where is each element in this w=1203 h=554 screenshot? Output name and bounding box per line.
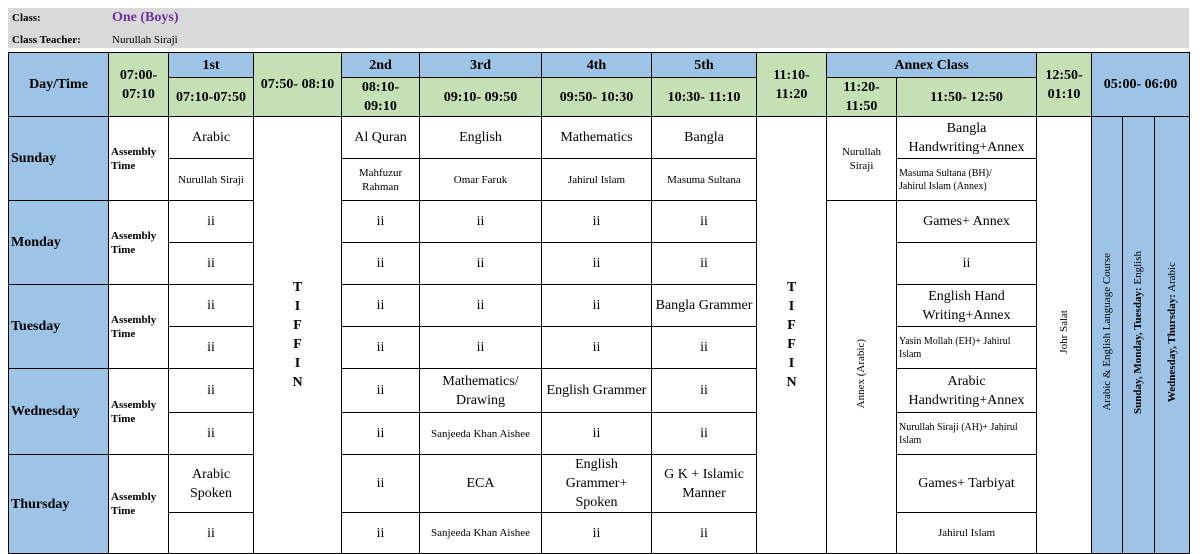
teacher-cell: Sanjeeda Khan Aishee [420,513,542,554]
teacher-cell: Masuma Sultana (BH)/ Jahirul Islam (Annex) [897,159,1037,201]
subject-cell: Bangla [652,117,757,159]
day-monday: Monday [9,201,109,285]
day-tuesday: Tuesday [9,285,109,369]
teacher-cell: Nurullah Siraji [827,117,897,201]
period-2-header: 2nd [342,53,420,78]
ditto-cell: ii [169,413,254,455]
assembly-time: Assembly Time [109,285,169,369]
assembly-time: Assembly Time [109,117,169,201]
ditto-cell: ii [542,413,652,455]
ditto-cell: ii [420,201,542,243]
ditto-cell: ii [542,285,652,327]
english-schedule-label [1129,251,1148,414]
period-1-time: 07:10-07:50 [169,78,254,117]
annex-2-time: 11:50- 12:50 [897,78,1037,117]
subject-cell: Al Quran [342,117,420,159]
class-label: Class: [12,12,41,24]
tiffin-2-time-header: 11:10- 11:20 [757,53,827,117]
subject-cell: English [420,117,542,159]
period-1-header: 1st [169,53,254,78]
class-value: One (Boys) [112,10,179,25]
ditto-cell: ii [542,513,652,554]
subject-cell: Bangla Handwriting+Annex [897,117,1037,159]
day-sunday: Sunday [9,117,109,201]
ditto-cell: ii [652,369,757,413]
subject-cell: Mathematics [542,117,652,159]
period-3-header: 3rd [420,53,542,78]
subject-cell: Mathematics/ Drawing [420,369,542,413]
ditto-cell: ii [169,369,254,413]
ditto-cell: ii [169,285,254,327]
teacher-cell: Masuma Sultana [652,159,757,201]
period-2-time: 08:10- 09:10 [342,78,420,117]
annex-arabic-label: Annex (Arabic) [855,339,867,409]
ditto-cell: ii [342,369,420,413]
arabic-lang: Arabic [1165,261,1178,295]
assembly-time: Assembly Time [109,455,169,554]
teacher-cell: Yasin Mollah (EH)+ Jahirul Islam [897,327,1037,369]
routine-table [8,52,1190,554]
class-info-header [8,8,1189,48]
ditto-cell: ii [342,513,420,554]
ditto-cell: ii [342,455,420,513]
ditto-cell: ii [652,201,757,243]
class-teacher-label: Class Teacher: [12,34,81,46]
day-wednesday: Wednesday [9,369,109,455]
period-5-time: 10:30- 11:10 [652,78,757,117]
subject-cell: Arabic Handwriting+Annex [897,369,1037,413]
subject-cell: ECA [420,455,542,513]
period-5-header: 5th [652,53,757,78]
tiffin-1-column: T I F F I N [254,117,342,554]
subject-cell: Bangla Grammer [652,285,757,327]
assembly-time-header: 07:00- 07:10 [109,53,169,117]
ditto-cell: ii [169,327,254,369]
teacher-cell: Jahirul Islam [897,513,1037,554]
teacher-cell: Omar Faruk [420,159,542,201]
teacher-cell: Mahfuzur Rahman [342,159,420,201]
johr-salat-column [1037,117,1092,554]
period-4-header: 4th [542,53,652,78]
ditto-cell: ii [420,243,542,285]
language-course-column [1092,117,1123,554]
ditto-cell: ii [342,327,420,369]
ditto-cell: ii [342,243,420,285]
teacher-cell: Nurullah Siraji (AH)+ Jahirul Islam [897,413,1037,455]
tiffin-1-time-header: 07:50- 08:10 [254,53,342,117]
subject-cell: Arabic Spoken [169,455,254,513]
ditto-cell: ii [652,413,757,455]
ditto-cell: ii [342,285,420,327]
johr-salat-label: Johr Salat [1057,310,1070,354]
evening-time-header: 05:00- 06:00 [1092,53,1190,117]
ditto-cell: ii [897,243,1037,285]
teacher-cell: Nurullah Siraji [169,159,254,201]
ditto-cell: ii [342,413,420,455]
ditto-cell: ii [342,201,420,243]
tiffin-2-column: T I F F I N [757,117,827,554]
ditto-cell: ii [169,243,254,285]
ditto-cell: ii [542,201,652,243]
english-schedule-column [1123,117,1155,554]
annex-arabic-column [827,201,897,554]
annex-class-header: Annex Class [827,53,1037,78]
assembly-time: Assembly Time [109,201,169,285]
ditto-cell: ii [169,201,254,243]
english-days: Sunday, Monday, Tuesday: [1132,286,1145,414]
subject-cell: English Grammer [542,369,652,413]
ditto-cell: ii [169,513,254,554]
language-course-label: Arabic & English Language Course [1100,253,1113,411]
day-thursday: Thursday [9,455,109,554]
teacher-cell: Sanjeeda Khan Aishee [420,413,542,455]
ditto-cell: ii [542,327,652,369]
period-4-time: 09:50- 10:30 [542,78,652,117]
subject-cell: Games+ Annex [897,201,1037,243]
arabic-schedule-label [1163,262,1182,402]
english-lang: English [1132,250,1145,287]
ditto-cell: ii [420,327,542,369]
subject-cell: English Grammer+ Spoken [542,455,652,513]
ditto-cell: ii [652,513,757,554]
ditto-cell: ii [542,243,652,285]
arabic-days: Wednesday, Thursday: [1165,294,1178,403]
subject-cell: Arabic [169,117,254,159]
salat-time-header: 12:50- 01:10 [1037,53,1092,117]
subject-cell: English Hand Writing+Annex [897,285,1037,327]
subject-cell: Games+ Tarbiyat [897,455,1037,513]
annex-1-time: 11:20- 11:50 [827,78,897,117]
ditto-cell: ii [420,285,542,327]
assembly-time: Assembly Time [109,369,169,455]
ditto-cell: ii [652,243,757,285]
arabic-schedule-column [1155,117,1190,554]
period-3-time: 09:10- 09:50 [420,78,542,117]
teacher-cell: Jahirul Islam [542,159,652,201]
ditto-cell: ii [652,327,757,369]
subject-cell: G K + Islamic Manner [652,455,757,513]
day-time-header: Day/Time [9,53,109,117]
class-teacher-value: Nurullah Siraji [112,34,178,46]
